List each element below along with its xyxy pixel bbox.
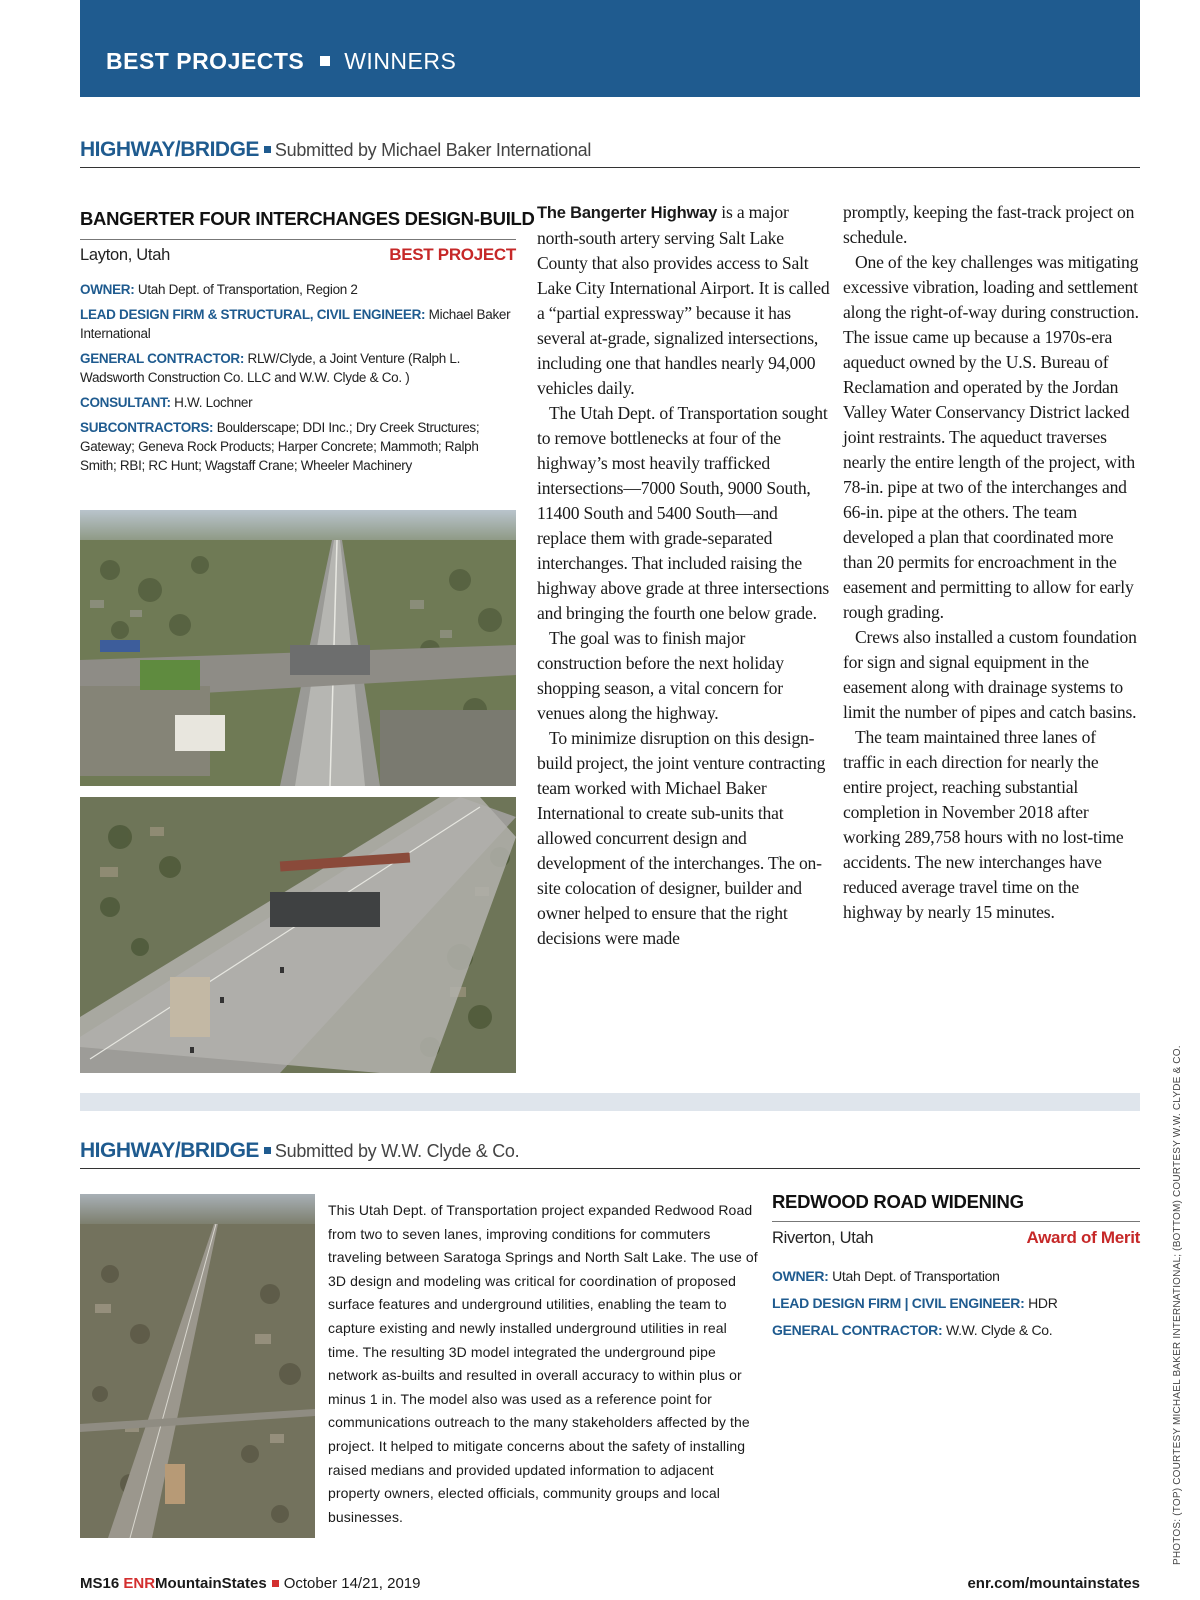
section-heading-2 [80,1139,1140,1169]
credit-general-contractor: GENERAL CONTRACTOR: W.W. Clyde & Co. [772,1322,1053,1338]
body-paragraph: One of the key challenges was mitigating excessive vibration, loading and settlement along the right-of-way during construction. The issue came up because a 1970s-era aqueduct owned by the U.S. Bureau of Reclamation and operated by the Jordan Valley Water Conservancy District lacked joint restraints. The aqueduct traverses nearly the entire length of the project, with 78-in. pipe at two of the interchanges and 66-in. pipe at the others. The team developed a plan that coordinated more than 20 permits for encroachment in the easement and permitting to allow for early rough grading. [843,252,1139,622]
brand-mountainstates: MountainStates [155,1575,267,1592]
redwood-road-aerial-photo [80,1194,315,1538]
credit-subcontractors: SUBCONTRACTORS: Boulderscape; DDI Inc.; Dry Creek Structures; Gateway; Geneva Rock Products; Harper Concrete; Mammoth; Ralph Smith; RBI; RC Hunt; Wagstaff Crane; Wheeler Machinery [80,420,480,473]
separator-square-icon [264,1147,271,1154]
page-number: MS16 [80,1575,120,1592]
body-paragraph: The goal was to finish major construction before the next holiday shopping season, a vital concern for venues along the highway. [537,628,784,723]
separator-square-icon [272,1580,279,1587]
section-category: HIGHWAY/BRIDGE [80,1139,259,1162]
credit-general-contractor: GENERAL CONTRACTOR: RLW/Clyde, a Joint Venture (Ralph L. Wadsworth Construction Co. LLC and W.W. Clyde & Co. ) [80,351,461,385]
body-paragraph: To minimize disruption on this design-build project, the joint venture contracting team worked with Michael Baker International to create sub-units that allowed concurrent design and development of the interchanges. The on-site colocation of designer, builder and owner helped to ensure that the right decisions were made [537,728,826,948]
credit-owner: OWNER: Utah Dept. of Transportation, Region 2 [80,282,358,297]
photo-credit: PHOTOS: (TOP) COURTESY MICHAEL BAKER INTERNATIONAL; (BOTTOM) COURTESY W.W. CLYDE & CO. [1172,1045,1183,1565]
article-body-col1 [537,200,831,951]
project-location: Riverton, Utah [772,1229,874,1247]
project-title: BANGERTER FOUR INTERCHANGES DESIGN-BUILD [80,208,535,229]
section-label: BEST PROJECTS [106,48,305,74]
submitted-by: Submitted by Michael Baker International [274,140,592,160]
project-credits [772,1266,1140,1346]
freeway-aerial-photo-bottom [80,797,516,1073]
project-credits [80,280,516,481]
award-badge: Award of Merit [1026,1228,1140,1247]
submitted-by: Submitted by W.W. Clyde & Co. [274,1141,520,1161]
section-heading-1 [80,138,1140,168]
website-link[interactable]: enr.com/mountainstates [967,1575,1140,1592]
title-rule [80,239,516,240]
page-footer [80,1575,1140,1595]
brand-enr: ENR [123,1575,156,1592]
article-body-col2 [843,200,1140,925]
credit-owner: OWNER: Utah Dept. of Transportation [772,1268,1000,1284]
credit-consultant: CONSULTANT: H.W. Lochner [80,395,253,410]
section-category: HIGHWAY/BRIDGE [80,138,259,161]
project-title: REDWOOD ROAD WIDENING [772,1191,1024,1212]
separator-square-icon [264,146,271,153]
interchange-aerial-photo-top [80,510,516,786]
header-banner [80,0,1140,97]
body-paragraph: The Utah Dept. of Transportation sought to remove bottlenecks at four of the highway’s most heavily trafficked intersections—7000 South, 9000 South, 11400 South and 5400 South—and replace them with grade-separated interchanges. That included raising the highway above grade at three intersections and bringing the fourth one below grade. [537,403,830,623]
body-paragraph: promptly, keeping the fast-track project on schedule. [843,202,1135,247]
project-location: Layton, Utah [80,246,170,264]
credit-lead-design: LEAD DESIGN FIRM | CIVIL ENGINEER: HDR [772,1295,1058,1311]
body-paragraph: The team maintained three lanes of traffic in each direction for nearly the entire project, reaching substantial completion in November 2018 after working 289,758 hours with no lost-time accidents. The new interchanges have reduced average travel time on the highway by nearly 15 minutes. [843,727,1124,922]
body-paragraph: Crews also installed a custom foundation for sign and signal equipment in the easement along with drainage systems to limit the number of pipes and catch basins. [843,627,1137,722]
header-title [106,48,456,75]
category-label: WINNERS [344,48,457,74]
section-divider [80,1093,1140,1111]
credit-lead-design: LEAD DESIGN FIRM & STRUCTURAL, CIVIL ENGINEER: Michael Baker International [80,307,511,341]
separator-square-icon [320,56,330,66]
project2-description: This Utah Dept. of Transportation project expanded Redwood Road from two to seven lanes, improving conditions for commuters traveling between Saratoga Springs and North Salt Lake. The use of 3D design and modeling was critical for coordination of proposed surface features and underground utilities, enabling the team to capture existing and newly installed underground utilities in real time. The resulting 3D model integrated the underground pipe network as-builts and resulted in overall accuracy to within plus or minus 1 in. The model also was used as a reference point for communications outreach to the many stakeholders affected by the project. It helped to mitigate concerns about the safety of installing raised medians and provided updated information to adjacent property owners, elected officials, community groups and local businesses. [328,1202,758,1525]
title-rule [772,1221,1140,1222]
issue-date: October 14/21, 2019 [283,1575,421,1592]
body-paragraph: The Bangerter Highway is a major north-south artery serving Salt Lake County that also provides access to Salt Lake City International Airport. It is called a “partial expressway” because it has several at-grade, signalized intersections, including one that handles nearly 94,000 vehicles daily. [537,202,830,398]
award-badge: BEST PROJECT [389,245,516,264]
